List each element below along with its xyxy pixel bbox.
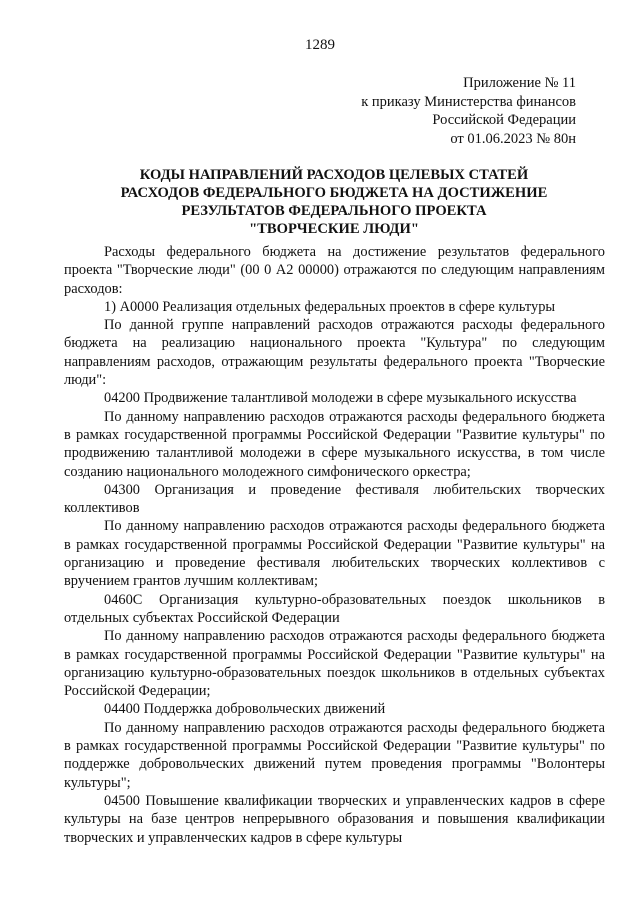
paragraph-0460c-desc: По данному направлению расходов отражаются расходы федерального бюджета в рамках государственной программы Российской Федерации "Развитие культуры" на организацию культурно-образовательных поездок школьников в отдельных субъектах Российской Федерации;: [64, 628, 605, 700]
appendix-line-4: от 01.06.2023 № 80н: [450, 130, 576, 147]
paragraph-04300-desc: По данному направлению расходов отражаются расходы федерального бюджета в рамках государственной программы Российской Федерации "Развитие культуры" на организацию и проведение фестиваля любительских творческих коллективов с вручением грантов лучшим коллективам;: [64, 518, 605, 590]
title-line-3: РЕЗУЛЬТАТОВ ФЕДЕРАЛЬНОГО ПРОЕКТА: [181, 203, 487, 219]
appendix-line-3: Российской Федерации: [432, 112, 576, 128]
paragraph-04500: 04500 Повышение квалификации творческих и управленческих кадров в сфере культуры на базе центров непрерывного образования и повышения квалификации творческих и управленческих кадров в сфере культуры: [64, 792, 605, 846]
title-line-4: "ТВОРЧЕСКИЕ ЛЮДИ": [249, 221, 419, 237]
title-line-1: КОДЫ НАПРАВЛЕНИЙ РАСХОДОВ ЦЕЛЕВЫХ СТАТЕЙ: [139, 167, 529, 183]
paragraph-a0000-desc: По данной группе направлений расходов отражаются расходы федерального бюджета на реализацию национального проекта "Культура" по следующим направлениям расходов, отражающим результаты федерального проекта "Творческие люди":: [64, 317, 605, 389]
paragraph-04200: 04200 Продвижение талантливой молодежи в сфере музыкального искусства: [104, 390, 577, 407]
paragraph-a0000: 1) А0000 Реализация отдельных федеральных проектов в сфере культуры: [104, 298, 556, 315]
paragraph-04200-desc: По данному направлению расходов отражаются расходы федерального бюджета в рамках государственной программы Российской Федерации "Развитие культуры" по продвижению талантливой молодежи в сфере музыкального искусства, в том числе созданию национального молодежного симфонического оркестра;: [64, 408, 605, 480]
paragraph-04400: 04400 Поддержка добровольческих движений: [104, 701, 386, 718]
document-title: [64, 166, 604, 238]
appendix-line-1: Приложение № 11: [463, 75, 576, 91]
paragraph-04300: 04300 Организация и проведение фестиваля любительских творческих коллективов: [64, 481, 605, 517]
paragraph-04400-desc: По данному направлению расходов отражаются расходы федерального бюджета в рамках государственной программы Российской Федерации "Развитие культуры" по поддержке добровольческих движений путем проведения программы "Волонтеры культуры";: [64, 719, 605, 791]
paragraph-intro: Расходы федерального бюджета на достижение результатов федерального проекта "Творческие люди" (00 0 А2 00000) отражаются по следующим направлениям расходов:: [64, 244, 605, 297]
paragraph-0460c: 0460С Организация культурно-образовательных поездок школьников в отдельных субъектах Российской Федерации: [64, 591, 605, 626]
title-line-2: РАСХОДОВ ФЕДЕРАЛЬНОГО БЮДЖЕТА НА ДОСТИЖЕНИЕ: [120, 185, 548, 201]
page-number: 1289: [305, 37, 335, 53]
appendix-line-2: к приказу Министерства финансов: [361, 93, 576, 110]
appendix-block: [361, 74, 576, 148]
document-body: [64, 243, 605, 847]
